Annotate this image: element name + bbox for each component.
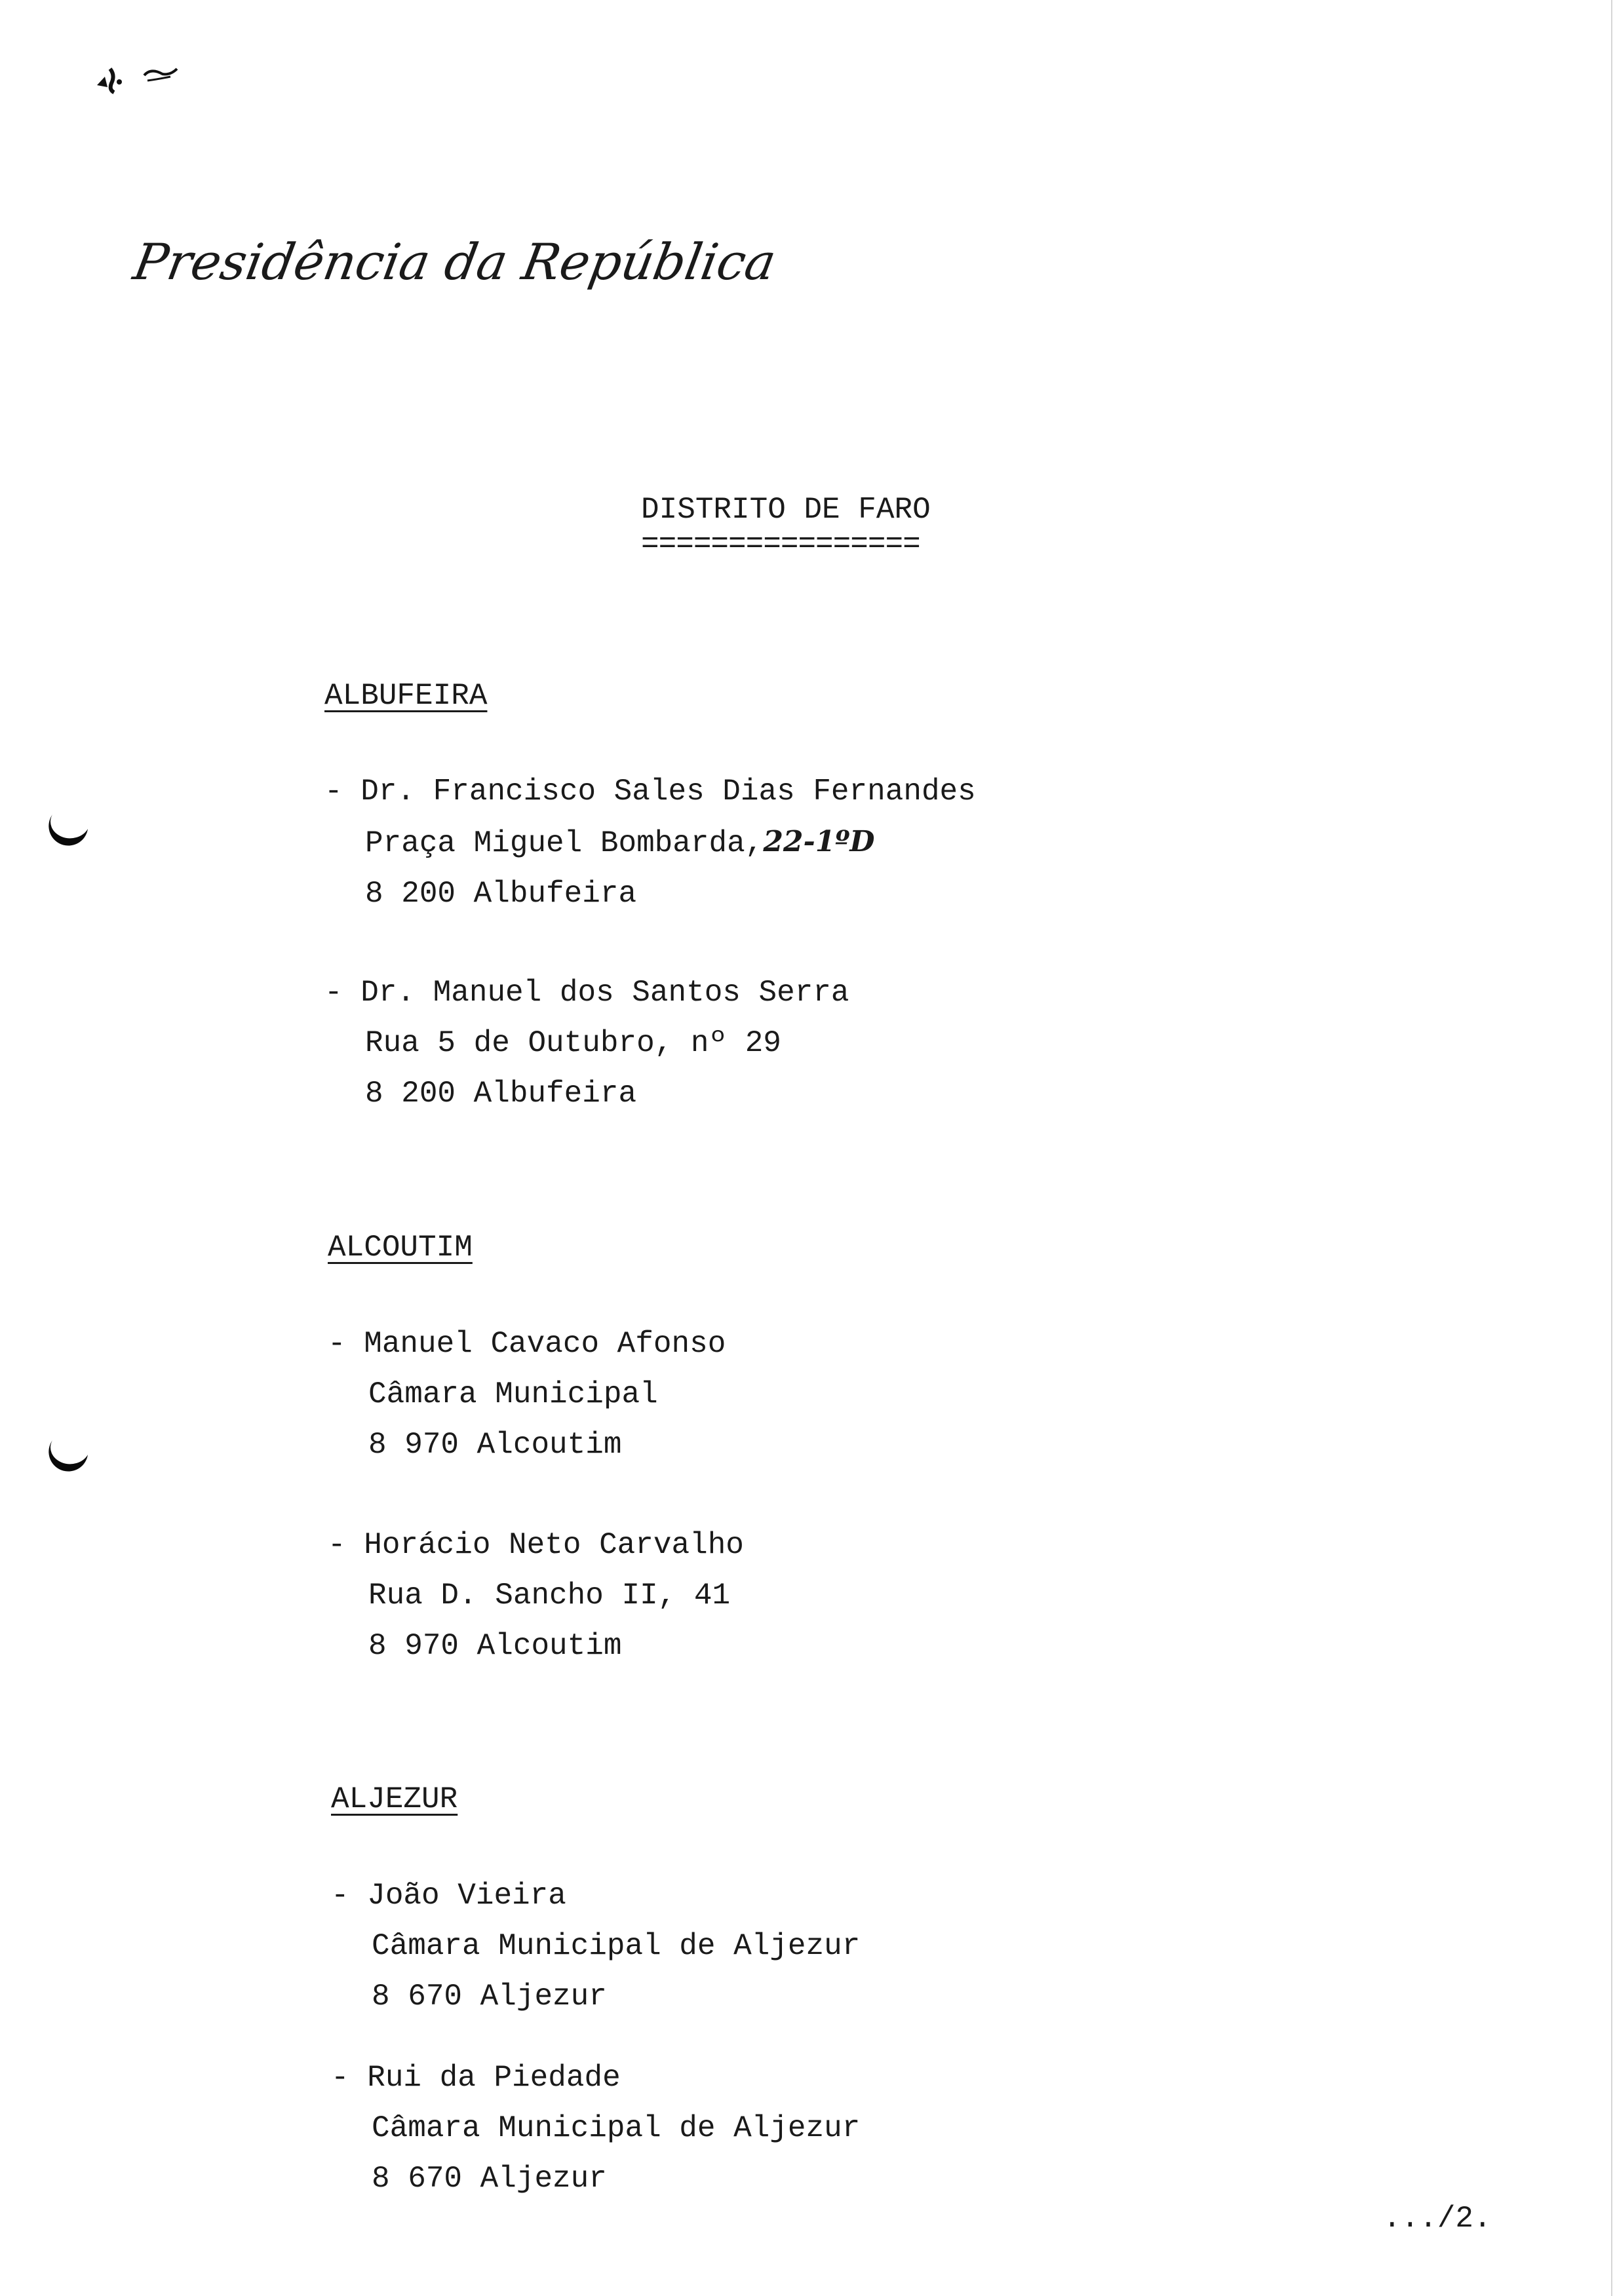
handwritten-note: 22-1ºD <box>763 825 875 858</box>
entry-name: - Manuel Cavaco Afonso <box>328 1327 726 1361</box>
section-heading-alcoutim: ALCOUTIM <box>328 1231 473 1265</box>
page-edge-line <box>1611 0 1612 2296</box>
entry-postal: 8 970 Alcoutim <box>368 1629 622 1663</box>
entry-address: Rua 5 de Outubro, nº 29 <box>365 1026 781 1060</box>
entry-address: Câmara Municipal <box>368 1377 658 1411</box>
entry-postal: 8 670 Aljezur <box>372 2162 607 2196</box>
entry-name: - Dr. Francisco Sales Dias Fernandes <box>324 775 976 809</box>
punch-hole-mark <box>41 1428 93 1481</box>
entry <box>324 974 849 1112</box>
entry-name: - Dr. Manuel dos Santos Serra <box>324 976 849 1010</box>
entry-address-line <box>324 824 976 862</box>
entry-address: Câmara Municipal de Aljezur <box>372 2111 861 2145</box>
entry-postal: 8 200 Albufeira <box>365 1077 637 1111</box>
entry-address: Câmara Municipal de Aljezur <box>372 1929 861 1963</box>
entry <box>328 1527 744 1664</box>
entry <box>331 2059 860 2197</box>
title-underline: ================ <box>641 527 920 562</box>
entry-postal: 8 670 Aljezur <box>372 1980 607 2014</box>
document-title: DISTRITO DE FARO <box>641 493 931 527</box>
handwritten-marks <box>85 49 216 108</box>
letterhead-text: Presidência da República <box>129 233 781 291</box>
letterhead <box>129 233 781 311</box>
page-continuation: .../2. <box>1383 2202 1492 2236</box>
entry-postal: 8 970 Alcoutim <box>368 1428 622 1462</box>
entry-name: - João Vieira <box>331 1879 566 1913</box>
section-heading-aljezur: ALJEZUR <box>331 1782 458 1816</box>
entry-address: Rua D. Sancho II, 41 <box>368 1578 731 1613</box>
section-heading-albufeira: ALBUFEIRA <box>324 679 488 713</box>
entry <box>324 773 976 912</box>
entry <box>328 1326 726 1463</box>
entry <box>331 1877 860 2015</box>
entry-postal: 8 200 Albufeira <box>365 877 637 911</box>
entry-address: Praça Miguel Bombarda, <box>365 826 764 860</box>
punch-hole-mark <box>41 803 93 855</box>
entry-name: - Rui da Piedade <box>331 2061 621 2095</box>
entry-name: - Horácio Neto Carvalho <box>328 1528 744 1562</box>
